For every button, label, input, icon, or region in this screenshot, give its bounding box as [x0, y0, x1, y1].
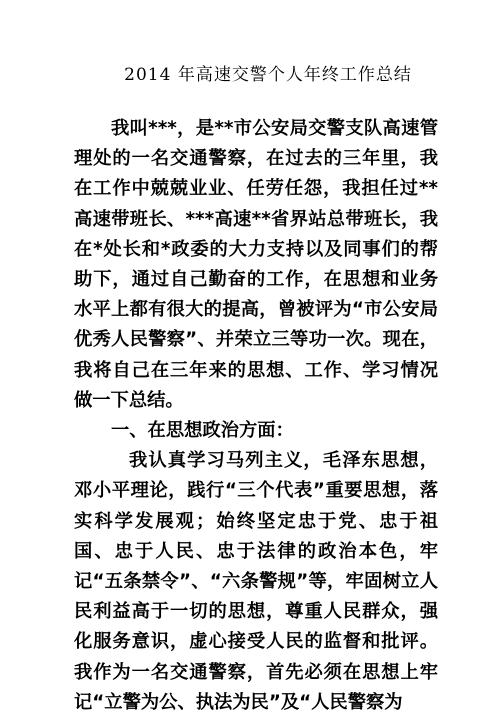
paragraph-political: 我认真学习马列主义，毛泽东思想，邓小平理论，践行“三个代表”重要思想，落实科学发展观；始终坚定忠于党、忠于祖国、忠于人民、忠于法律的政治本色，牢记“五条禁令”、“六条警规”等，牢固树立人民利益高于一切的思想，尊重人民群众，强化服务意识，虚心接受人民的监督和批评。我作为一名交通警察，首先必须在思想上牢记“立警为公、执法为民”及“人民警察为 [74, 450, 438, 713]
document-title: 2014 年高速交警个人年终工作总结 [124, 65, 412, 85]
section-heading-political: 一、在思想政治方面： [111, 420, 294, 442]
paragraph-introduction: 我叫***，是**市公安局交警支队高速管理处的一名交通警察，在过去的三年里，我在工作中兢兢业业、任劳任怨，我担任过**高速带班长、***高速**省界站总带班长，我在*处长和*政委的大力支持以及同事们的帮助下，通过自己勤奋的工作，在思想和业务水平上都有很大的提高，曾被评为“市公安局优秀人民警察”、并荣立三等功一次。现在，我将自己在三年来的思想、工作、学习情况做一下总结。 [74, 118, 438, 411]
document-body [74, 114, 438, 718]
